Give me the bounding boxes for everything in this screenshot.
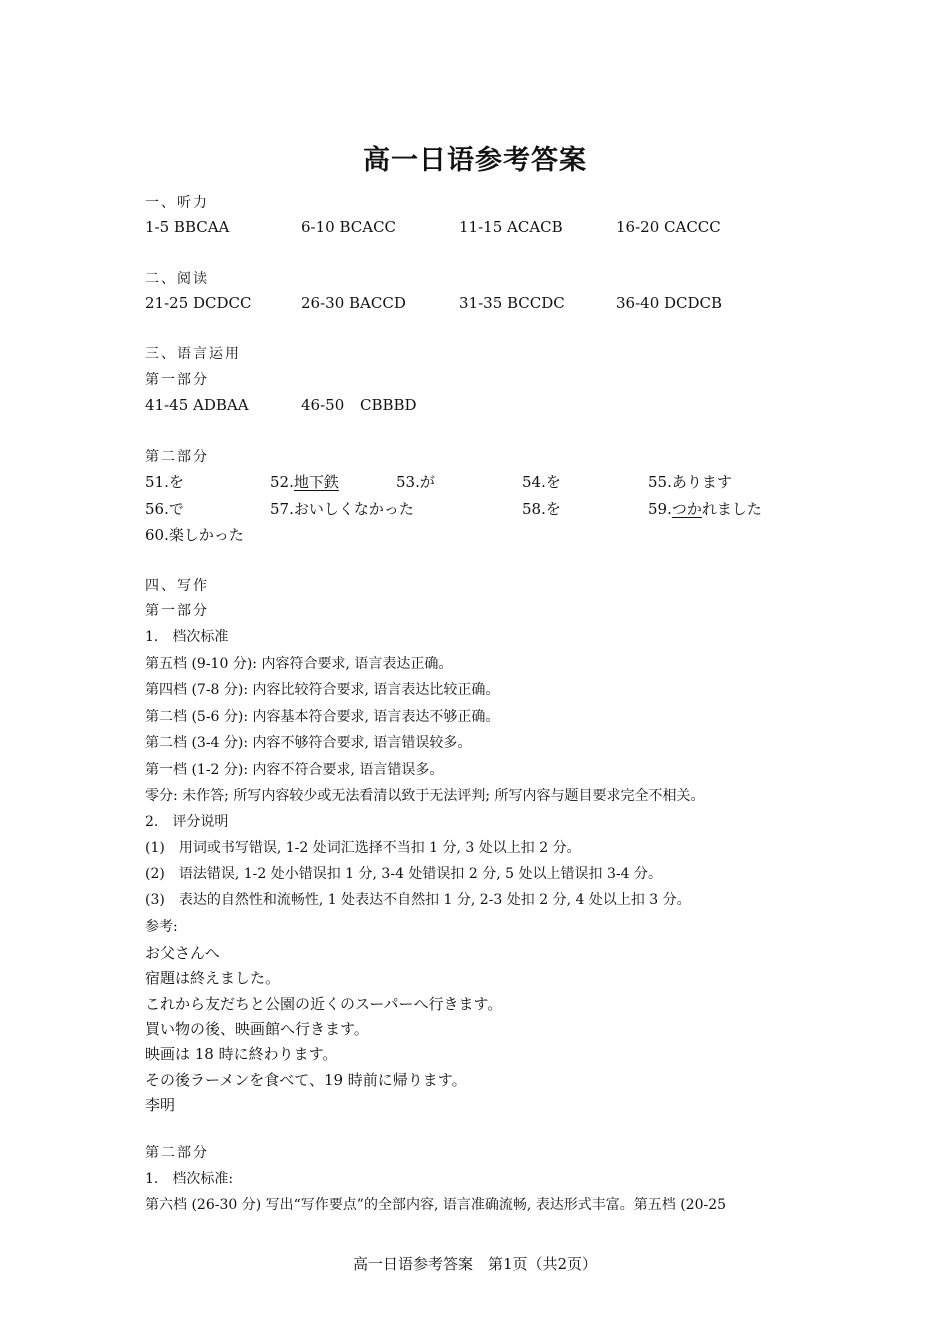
reference-line: 宿題は終えました。 [145,969,281,987]
section-writing-heading: 四、写作 [145,578,209,594]
answer-60: 60.楽しかった [145,526,244,544]
writing-part1-heading: 第一部分 [145,603,209,619]
answer-group: 26-30 BACCD [301,294,406,312]
reference-line: これから友だちと公園の近くのスーパーへ行きます。 [145,995,503,1013]
answer-57: 57.おいしくなかった [270,500,414,518]
answer-group: 16-20 CACCC [616,218,721,236]
answer-group: 41-45 ADBAA [145,396,249,414]
reference-line: お父さんへ [145,944,220,962]
grade-level: 第六档 (26-30 分) 写出“写作要点”的全部内容, 语言准确流畅, 表达形式丰富。第五档 (20-25 [145,1197,727,1213]
grade-level: 第四档 (7-8 分): 内容比较符合要求, 语言表达比较正确。 [145,682,500,698]
answer-group-number: 46-50 [301,396,345,414]
answer-group: 21-25 DCDCC [145,294,252,312]
part2-heading: 第二部分 [145,449,209,465]
scoring-note: (2) 语法错误, 1-2 处小错误扣 1 分, 3-4 处错误扣 2 分, 5 处以上错误扣 3-4 分。 [145,866,662,882]
reference-line: 買い物の後、映画館へ行きます。 [145,1020,369,1038]
reference-line: その後ラーメンを食べて、19 時前に帰ります。 [145,1071,467,1089]
reference-line: 映画は 18 時に終わります。 [145,1045,338,1063]
part1-heading: 第一部分 [145,372,209,388]
reference-heading: 参考: [145,919,178,935]
section-language-heading: 三、语言运用 [145,346,241,362]
section-reading-heading: 二、阅读 [145,271,209,287]
section-listening-heading: 一、听力 [145,195,209,211]
reference-line: 李明 [145,1096,176,1114]
answer-59 [648,498,762,519]
answer-52 [270,471,339,492]
answer-58: 58.を [522,500,561,518]
answer-52-number: 52. [270,473,294,491]
answer-group: 31-35 BCCDC [459,294,565,312]
answer-53: 53.が [396,473,435,491]
page-title: 高一日语参考答案 [363,145,587,176]
grade-level: 第五档 (9-10 分): 内容符合要求, 语言表达正确。 [145,656,453,672]
answer-group: 6-10 BCACC [301,218,397,236]
answer-59-underlined: つか [671,500,702,518]
answer-54: 54.を [522,473,561,491]
writing-part2-heading: 第二部分 [145,1145,209,1161]
grade-level-zero: 零分: 未作答; 所写内容较少或无法看清以致于无法评判; 所写内容与题目要求完全不相关。 [145,788,705,804]
page-footer: 高一日语参考答案 第1页（共2页） [352,1255,598,1273]
criteria-heading: 1. 档次标准 [145,629,229,645]
answer-51: 51.を [145,473,184,491]
answer-group: 36-40 DCDCB [616,294,723,312]
answer-group: 1-5 BBCAA [145,218,230,236]
answer-56: 56.で [145,500,184,518]
answer-group: 11-15 ACACB [459,218,563,236]
criteria-heading: 1. 档次标准: [145,1171,234,1187]
answer-59-rest: れました [701,500,762,518]
answer-group-value: CBBBD [360,396,417,414]
answer-52-underlined: 地下鉄 [293,473,339,491]
grade-level: 第一档 (1-2 分): 内容不符合要求, 语言错误多。 [145,762,444,778]
scoring-note: (3) 表达的自然性和流畅性, 1 处表达不自然扣 1 分, 2-3 处扣 2 分, 4 处以上扣 3 分。 [145,892,691,908]
notes-heading: 2. 评分说明 [145,814,229,830]
answer-59-number: 59. [648,500,672,518]
grade-level: 第二档 (3-4 分): 内容不够符合要求, 语言错误较多。 [145,735,472,751]
answer-55: 55.あります [648,473,732,491]
scoring-note: (1) 用词或书写错误, 1-2 处词汇选择不当扣 1 分, 3 处以上扣 2 分。 [145,840,581,856]
grade-level: 第二档 (5-6 分): 内容基本符合要求, 语言表达不够正确。 [145,709,500,725]
